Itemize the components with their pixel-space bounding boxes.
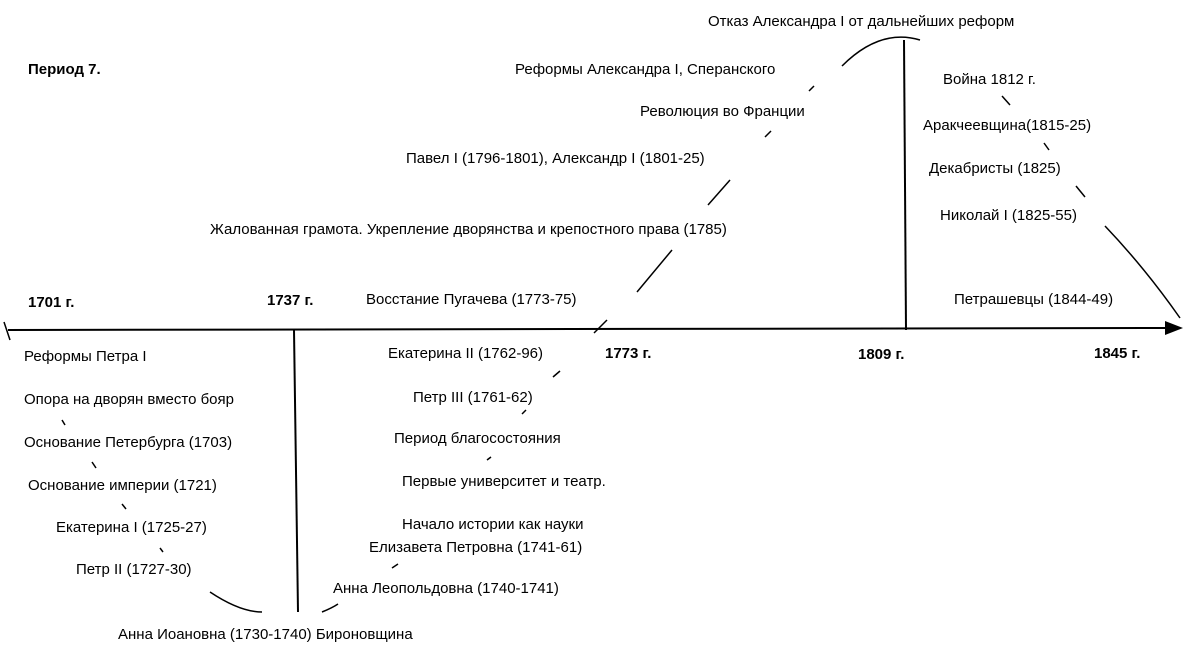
rise-seg-3 xyxy=(708,180,730,205)
event-anna-leopoldovna: Анна Леопольдовна (1740-1741) xyxy=(333,580,559,597)
rise-seg-4 xyxy=(765,131,771,137)
desc-tick-2 xyxy=(1044,143,1049,150)
event-arakcheev: Аракчеевщина(1815-25) xyxy=(923,117,1092,134)
mid-tick-4 xyxy=(392,564,398,568)
event-elizabeth: Елизавета Петровна (1741-61) xyxy=(369,539,583,556)
lower-curve-right xyxy=(322,604,338,612)
mid-tick-2 xyxy=(522,410,526,414)
mid-tick-3 xyxy=(487,457,491,460)
lower-curve xyxy=(210,592,262,612)
event-anna-ioannovna: Анна Иоановна (1730-1740) Бироновщина xyxy=(118,626,413,643)
desc-tick-3 xyxy=(1076,186,1085,197)
event-decembrists: Декабристы (1825) xyxy=(929,160,1061,177)
event-french-revolution: Революция во Франции xyxy=(640,103,805,120)
event-paul-alexander: Павел I (1796-1801), Александр I (1801-25) xyxy=(406,150,705,167)
event-pugachev: Восстание Пугачева (1773-75) xyxy=(366,291,577,308)
event-catherine-i: Екатерина I (1725-27) xyxy=(56,519,207,536)
divider-1737 xyxy=(294,330,298,612)
axis-start-tick xyxy=(4,322,10,340)
rise-seg-1 xyxy=(594,320,607,333)
timeline-axis xyxy=(8,328,1178,330)
year-1845: 1845 г. xyxy=(1094,345,1141,362)
period-title: Период 7. xyxy=(28,61,101,78)
axis-arrowhead xyxy=(1165,321,1183,335)
desc-tick-1 xyxy=(1002,96,1010,105)
mid-tick-1 xyxy=(553,371,560,377)
event-history-science: Начало истории как науки xyxy=(402,516,584,533)
left-tick-1 xyxy=(62,420,65,425)
left-tick-3 xyxy=(122,504,126,509)
rise-seg-2 xyxy=(637,250,672,292)
rise-seg-5 xyxy=(809,86,814,91)
event-peter-iii: Петр III (1761-62) xyxy=(413,389,533,406)
event-nicholas-i: Николай I (1825-55) xyxy=(940,207,1077,224)
event-petrashevtsy: Петрашевцы (1844-49) xyxy=(954,291,1114,308)
right-descent-curve xyxy=(1105,226,1180,318)
event-alexander-reforms: Реформы Александра I, Сперанского xyxy=(515,61,776,78)
event-charter: Жалованная грамота. Укрепление дворянства и крепостного права (1785) xyxy=(210,221,727,238)
year-1737: 1737 г. xyxy=(267,292,314,309)
event-alexander-refusal: Отказ Александра I от дальнейших реформ xyxy=(708,13,1015,30)
event-peter-ii: Петр II (1727-30) xyxy=(76,561,192,578)
event-prosperity: Период благосостояния xyxy=(394,430,561,447)
year-1809: 1809 г. xyxy=(858,346,905,363)
event-university-theatre: Первые университет и театр. xyxy=(402,473,606,490)
divider-1809 xyxy=(904,40,906,330)
year-1701: 1701 г. xyxy=(28,294,75,311)
event-nobles-support: Опора на дворян вместо бояр xyxy=(24,391,234,408)
left-tick-2 xyxy=(92,462,96,468)
event-war-1812: Война 1812 г. xyxy=(943,71,1036,88)
event-peter-reforms: Реформы Петра I xyxy=(24,348,147,365)
event-catherine-ii: Екатерина II (1762-96) xyxy=(388,345,544,362)
event-petersburg: Основание Петербурга (1703) xyxy=(24,434,233,451)
left-tick-4 xyxy=(160,548,163,552)
year-1773: 1773 г. xyxy=(605,345,652,362)
upper-arch xyxy=(842,37,920,66)
event-empire: Основание империи (1721) xyxy=(28,477,217,494)
